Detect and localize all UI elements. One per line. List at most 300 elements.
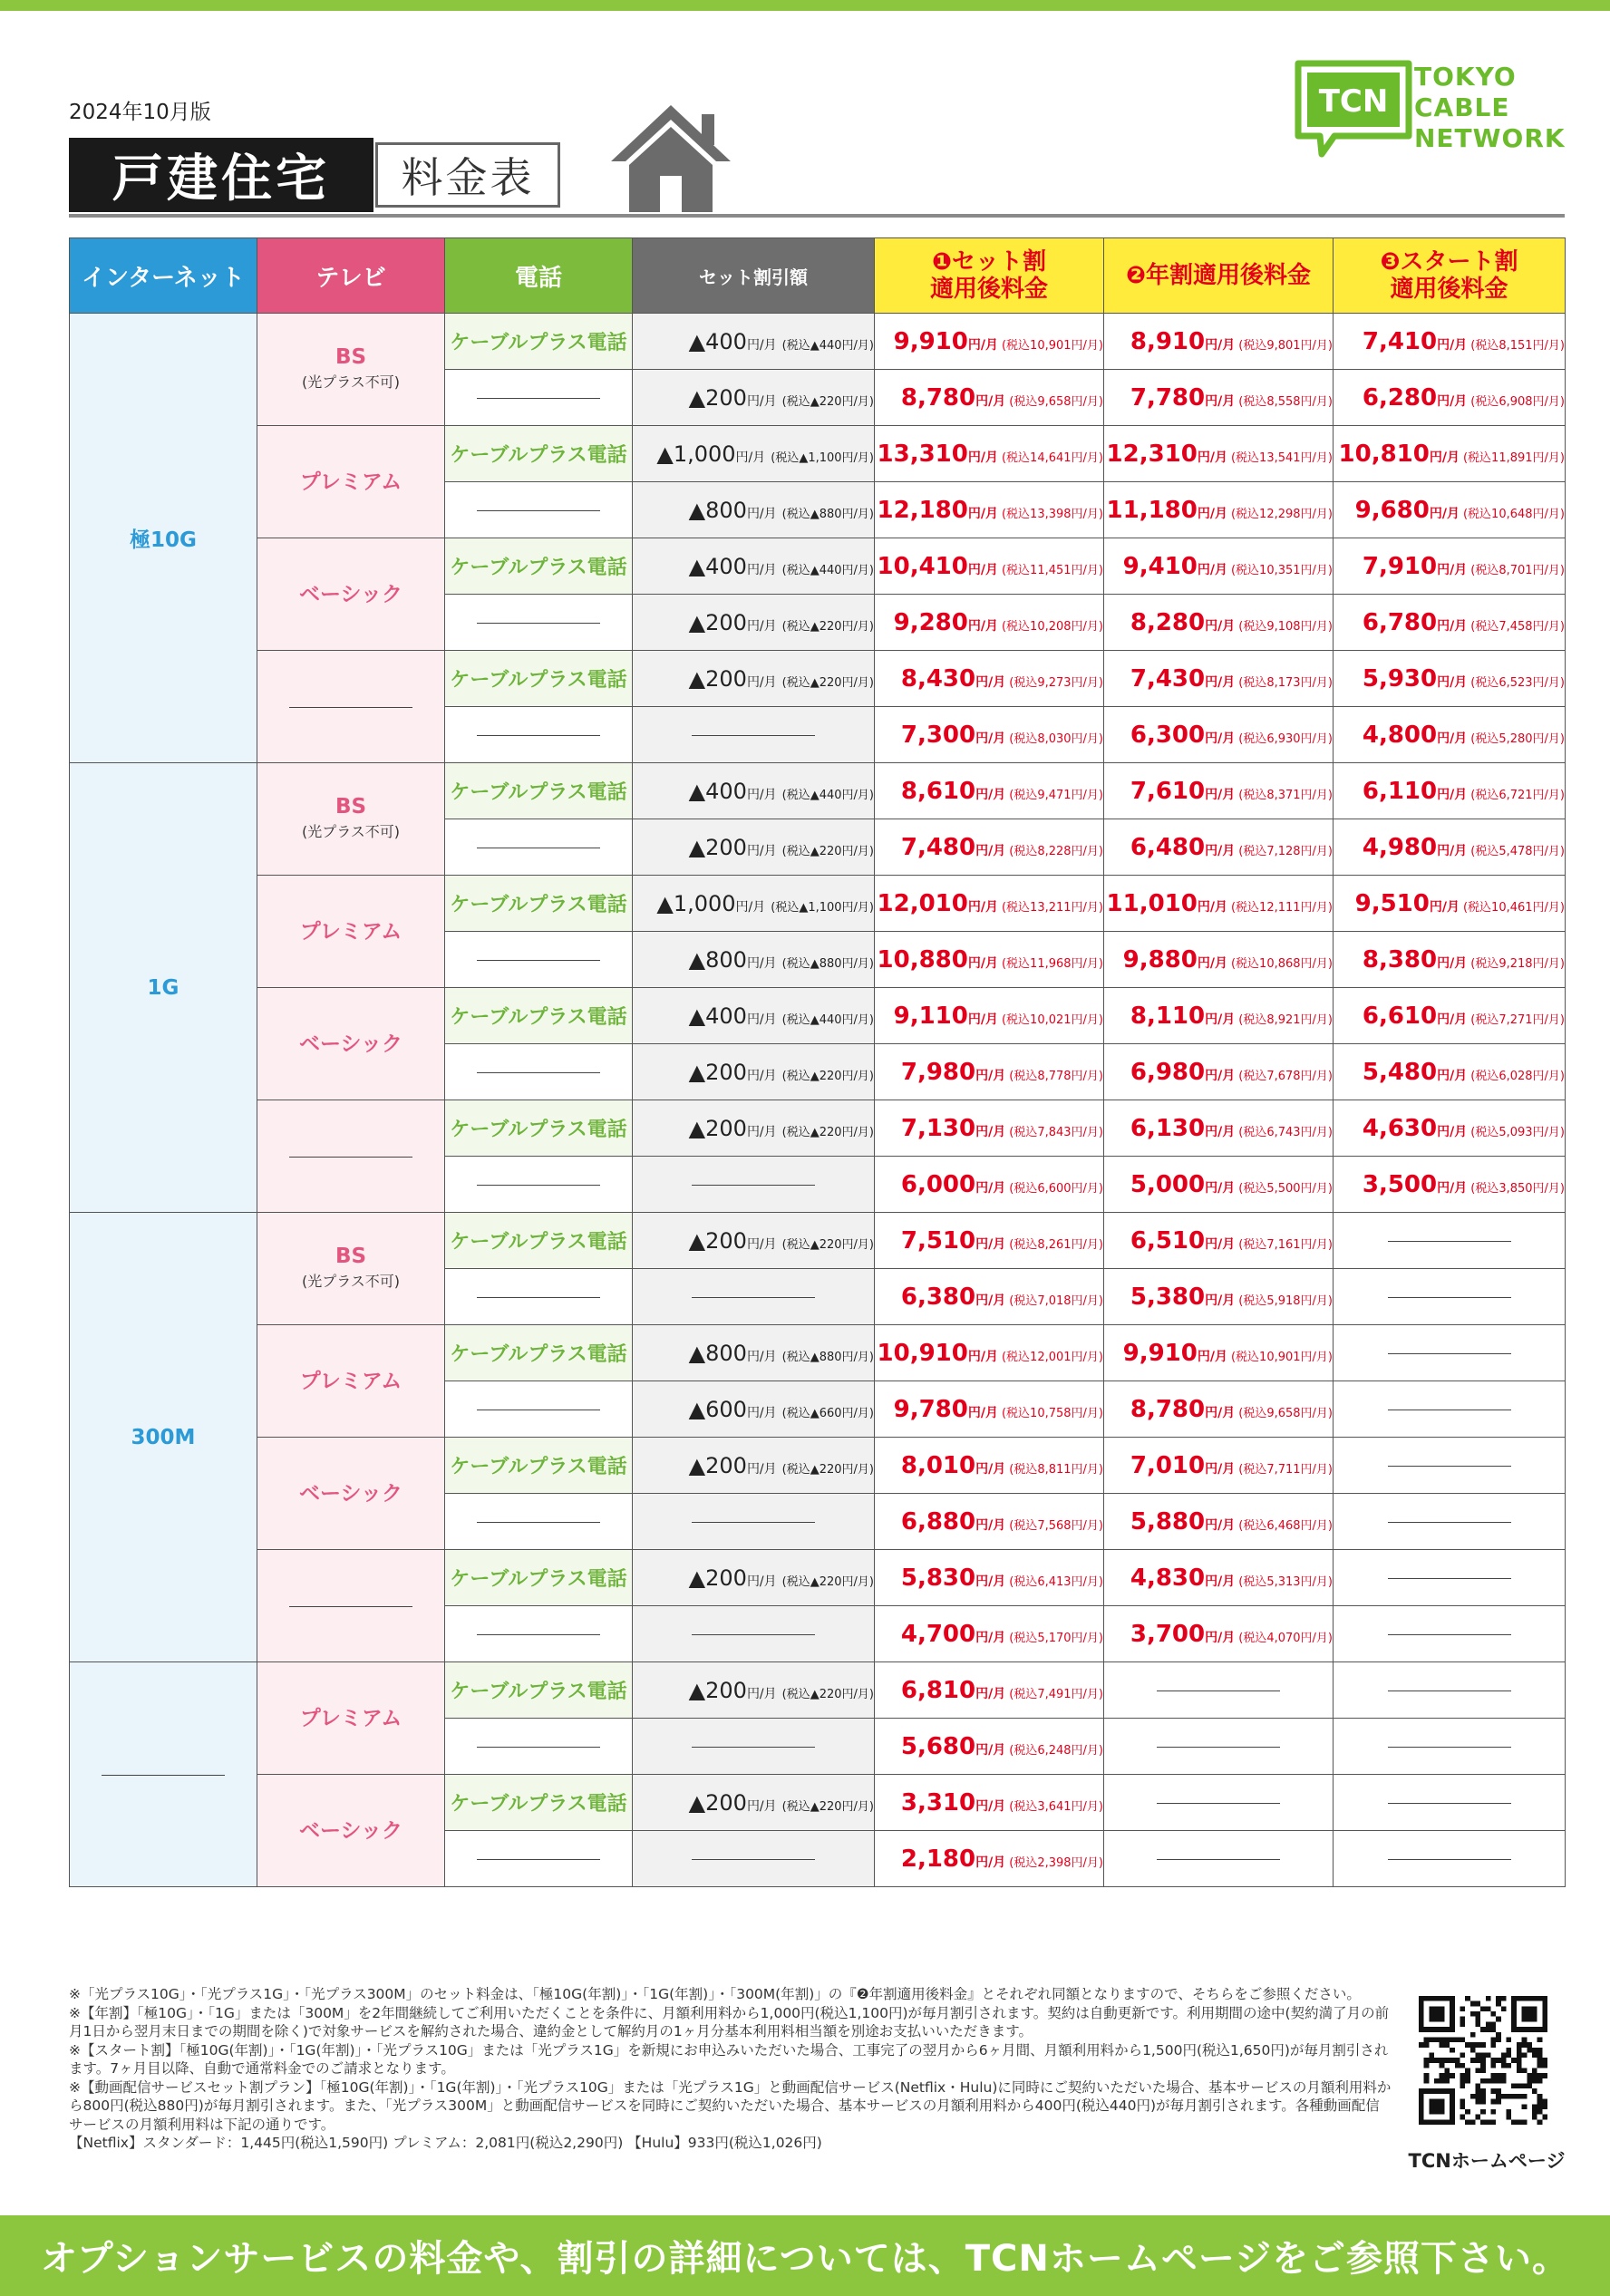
tv-plan-label: ベーシック [298, 1481, 403, 1506]
discount-cell [633, 1719, 875, 1775]
price-cell-p2 [1104, 763, 1334, 819]
price-unit: 円/月 [1205, 337, 1236, 353]
price-amount: 6,000 [900, 1170, 976, 1198]
price-tax: (税込3,641円/月) [1009, 1799, 1103, 1814]
phone-cell [445, 819, 633, 876]
empty-dash [1388, 1522, 1511, 1523]
price-unit: 円/月 [975, 1124, 1006, 1139]
price-tax: (税込9,658円/月) [1238, 1406, 1333, 1420]
price-tax: (税込9,801円/月) [1238, 338, 1333, 353]
price-tax: (税込14,641円/月) [1001, 450, 1103, 465]
edition-label: 2024年10月版 [69, 101, 211, 124]
price-cell-p2 [1104, 1157, 1334, 1213]
discount-cell [633, 370, 875, 426]
discount-tax: (税込▲220円/月) [781, 1574, 874, 1589]
price-amount: 5,930 [1362, 664, 1438, 693]
price-amount: 4,700 [900, 1620, 976, 1648]
discount-cell [633, 595, 875, 651]
price-cell-p1 [875, 1213, 1104, 1269]
empty-dash [289, 1606, 412, 1607]
table-header-row [70, 238, 1566, 314]
price-amount: 6,300 [1130, 721, 1206, 749]
footnotes [69, 1985, 1392, 2153]
footnote: ※【スタート割】「極10G(年割)」・「1G(年割)」・「光プラス10G」または「光プラス1G」を新規にお申込みいただいた場合、工事完了の翌月から6ヶ月間、月額利用料から1,500円(税込1,650円)が毎月割引されます。7ヶ月目以降、自動で通常料金でのご請求となります。 [69, 2041, 1389, 2077]
price-unit: 円/月 [1205, 1405, 1236, 1420]
price-amount: 3,700 [1130, 1620, 1206, 1648]
price-amount: 7,130 [900, 1114, 976, 1142]
price-cell-p1 [875, 1044, 1104, 1100]
price-amount: 7,410 [1362, 327, 1438, 355]
price-cell-p1 [875, 763, 1104, 819]
tv-plan-cell [257, 1325, 445, 1438]
price-cell-p1 [875, 1381, 1104, 1438]
price-tax: (税込9,273円/月) [1009, 675, 1103, 690]
price-tax: (税込7,018円/月) [1009, 1293, 1103, 1308]
price-amount: 5,380 [1130, 1283, 1206, 1311]
price-cell-p2 [1104, 651, 1334, 707]
price-amount: 6,130 [1130, 1114, 1206, 1142]
price-amount: 7,510 [900, 1226, 976, 1255]
price-amount: 6,510 [1130, 1226, 1206, 1255]
empty-dash [477, 510, 600, 511]
price-cell-p3 [1334, 651, 1566, 707]
price-tax: (税込5,478円/月) [1470, 844, 1565, 858]
empty-dash [1157, 1859, 1280, 1860]
logo-line-1: TOKYO [1414, 62, 1517, 92]
discount-unit: 円/月 [746, 1068, 777, 1083]
price-tax: (税込10,021円/月) [1001, 1012, 1103, 1027]
price-cell-p1 [875, 707, 1104, 763]
price-unit: 円/月 [975, 1461, 1006, 1477]
discount-amount: ▲400 [688, 1003, 747, 1029]
discount-unit: 円/月 [746, 1574, 777, 1589]
discount-tax: (税込▲220円/月) [781, 1462, 874, 1477]
tv-plan-label: ベーシック [298, 582, 403, 606]
phone-service-label: ケーブルプラス電話 [450, 332, 627, 354]
price-amount: 10,880 [877, 945, 968, 974]
price-tax: (税込10,758円/月) [1001, 1406, 1103, 1420]
internet-plan-label: 極10G [130, 528, 197, 552]
price-unit: 円/月 [967, 506, 998, 521]
price-unit: 円/月 [967, 450, 998, 465]
phone-service-label: ケーブルプラス電話 [450, 1793, 627, 1816]
price-cell-p2 [1104, 932, 1334, 988]
empty-dash [477, 735, 600, 736]
discount-amount: ▲200 [688, 384, 747, 411]
price-cell-p2 [1104, 1325, 1334, 1381]
empty-dash [1157, 1747, 1280, 1748]
price-cell-p3 [1334, 1269, 1566, 1325]
price-unit: 円/月 [1205, 1630, 1236, 1645]
price-amount: 9,680 [1354, 496, 1430, 524]
header-p3-line2: 適用後料金 [1390, 276, 1508, 303]
price-cell-p3 [1334, 370, 1566, 426]
price-cell-p1 [875, 1438, 1104, 1494]
phone-cell [445, 876, 633, 932]
price-tax: (税込7,568円/月) [1009, 1518, 1103, 1533]
tv-plan-label: ベーシック [298, 1032, 403, 1056]
price-cell-p1 [875, 1494, 1104, 1550]
price-cell-p3 [1334, 819, 1566, 876]
price-unit: 円/月 [1197, 506, 1227, 521]
price-unit: 円/月 [1205, 618, 1236, 634]
price-cell-p3 [1334, 1213, 1566, 1269]
price-cell-p3 [1334, 1100, 1566, 1157]
empty-dash [477, 623, 600, 624]
price-amount: 7,300 [900, 721, 976, 749]
empty-dash [1388, 1353, 1511, 1354]
price-unit: 円/月 [1429, 506, 1460, 521]
page-title: 戸建住宅 [69, 138, 373, 212]
page-subtitle: 料金表 [375, 142, 560, 208]
price-cell-p1 [875, 1269, 1104, 1325]
discount-amount: ▲800 [688, 497, 747, 523]
empty-dash [1388, 1297, 1511, 1298]
price-unit: 円/月 [975, 1236, 1006, 1252]
discount-cell [633, 1550, 875, 1606]
table-row [70, 1438, 1566, 1494]
price-amount: 6,110 [1362, 777, 1438, 805]
footer-message: オプションサービスの料金や、割引の詳細については、TCNホームページをご参照下さい。 [40, 2238, 1570, 2280]
price-unit: 円/月 [1205, 1180, 1236, 1196]
empty-dash [1388, 1466, 1511, 1467]
empty-dash [1388, 1634, 1511, 1635]
price-tax: (税込10,461円/月) [1462, 900, 1565, 915]
price-cell-p3 [1334, 1775, 1566, 1831]
price-cell-p1 [875, 819, 1104, 876]
header-p1-line2: 適用後料金 [929, 276, 1048, 303]
price-amount: 10,410 [877, 552, 968, 580]
price-tax: (税込12,001円/月) [1001, 1350, 1103, 1364]
price-unit: 円/月 [1205, 731, 1236, 746]
price-tax: (税込12,298円/月) [1230, 507, 1333, 521]
price-cell-p2 [1104, 1606, 1334, 1662]
price-amount: 6,780 [1362, 608, 1438, 636]
footnote: ※【動画配信サービスセット割プラン】「極10G(年割)」・「1G(年割)」・「光プラス10G」または「光プラス1G」と動画配信サービス(Netflix・Hulu)に同時にご契約いただいた場合、基本サービスの月額利用料から800円(税込880円)が毎月割引されます。また、「光プラス300M」と動画配信サービスを同時にご契約いただいた場合、基本サービスの月額利用料から400円(税込440円)が毎月割引されます。各種動画配信サービスの月額利用料は下記の通りです。 [69, 2078, 1392, 2133]
empty-dash [477, 1297, 600, 1298]
price-cell-p2 [1104, 1494, 1334, 1550]
price-cell-p2 [1104, 876, 1334, 932]
price-tax: (税込8,371円/月) [1238, 788, 1333, 802]
footer-banner [0, 2215, 1610, 2296]
price-amount: 9,110 [893, 1002, 968, 1030]
price-cell-p1 [875, 1662, 1104, 1719]
price-tax: (税込2,398円/月) [1009, 1855, 1103, 1870]
price-tax: (税込6,600円/月) [1009, 1181, 1103, 1196]
discount-amount: ▲1,000 [656, 890, 736, 916]
price-unit: 円/月 [967, 337, 998, 353]
price-table [69, 237, 1566, 1887]
phone-cell [445, 1157, 633, 1213]
discount-tax: (税込▲1,100円/月) [771, 900, 874, 915]
tv-plan-label: プレミアム [299, 1369, 402, 1393]
table-row [70, 1550, 1566, 1606]
price-unit: 円/月 [1205, 1517, 1236, 1533]
phone-cell [445, 1719, 633, 1775]
phone-cell [445, 1100, 633, 1157]
discount-cell [633, 1044, 875, 1100]
price-unit: 円/月 [975, 1574, 1006, 1589]
price-unit: 円/月 [1205, 674, 1236, 690]
price-cell-p3 [1334, 1044, 1566, 1100]
discount-amount: ▲200 [688, 1059, 747, 1085]
price-cell-p2 [1104, 707, 1334, 763]
discount-amount: ▲600 [688, 1396, 747, 1422]
price-cell-p2 [1104, 1438, 1334, 1494]
empty-dash [692, 1634, 815, 1635]
price-amount: 2,180 [900, 1845, 976, 1873]
discount-tax: (税込▲660円/月) [781, 1406, 874, 1420]
price-cell-p1 [875, 1831, 1104, 1887]
price-amount: 6,810 [900, 1676, 976, 1704]
empty-dash [692, 1297, 815, 1298]
price-unit: 円/月 [1437, 562, 1468, 577]
phone-cell [445, 932, 633, 988]
price-cell-p1 [875, 1100, 1104, 1157]
price-tax: (税込13,541円/月) [1230, 450, 1333, 465]
price-tax: (税込10,901円/月) [1001, 338, 1103, 353]
price-tax: (税込8,811円/月) [1009, 1462, 1103, 1477]
discount-tax: (税込▲220円/月) [781, 675, 874, 690]
logo-mark-text: TCN [1318, 83, 1389, 120]
price-cell-p3 [1334, 314, 1566, 370]
table-row [70, 314, 1566, 370]
price-cell-p2 [1104, 426, 1334, 482]
qr-code-icon[interactable] [1419, 1992, 1547, 2128]
discount-unit: 円/月 [746, 1124, 777, 1139]
tv-plan-cell [257, 1438, 445, 1550]
price-tax: (税込8,173円/月) [1238, 675, 1333, 690]
discount-amount: ▲200 [688, 834, 747, 860]
tv-plan-cell [257, 1775, 445, 1887]
price-unit: 円/月 [1437, 1124, 1468, 1139]
price-unit: 円/月 [1437, 955, 1468, 971]
price-cell-p1 [875, 1325, 1104, 1381]
price-amount: 11,010 [1106, 889, 1198, 917]
price-tax: (税込7,161円/月) [1238, 1237, 1333, 1252]
discount-cell [633, 1100, 875, 1157]
price-amount: 9,910 [893, 327, 968, 355]
price-tax: (税込7,271円/月) [1470, 1012, 1565, 1027]
phone-cell [445, 1550, 633, 1606]
price-amount: 11,180 [1106, 496, 1198, 524]
house-icon [607, 102, 734, 214]
price-amount: 6,480 [1130, 833, 1206, 861]
tv-plan-cell [257, 876, 445, 988]
price-tax: (税込9,218円/月) [1470, 956, 1565, 971]
table-row [70, 426, 1566, 482]
price-cell-p3 [1334, 707, 1566, 763]
discount-cell [633, 1438, 875, 1494]
phone-cell [445, 1325, 633, 1381]
discount-cell [633, 426, 875, 482]
price-tax: (税込7,128円/月) [1238, 844, 1333, 858]
price-cell-p1 [875, 1157, 1104, 1213]
price-tax: (税込7,843円/月) [1009, 1125, 1103, 1139]
price-cell-p1 [875, 988, 1104, 1044]
price-cell-p2 [1104, 988, 1334, 1044]
discount-cell [633, 1157, 875, 1213]
price-amount: 8,380 [1362, 945, 1438, 974]
price-cell-p3 [1334, 1662, 1566, 1719]
phone-cell [445, 538, 633, 595]
price-amount: 7,430 [1130, 664, 1206, 693]
price-amount: 6,880 [900, 1507, 976, 1536]
logo-wordmark [1414, 62, 1566, 154]
tv-plan-note: (光プラス不可) [301, 373, 400, 391]
price-cell-p1 [875, 426, 1104, 482]
price-tax: (税込5,918円/月) [1238, 1293, 1333, 1308]
price-amount: 4,980 [1362, 833, 1438, 861]
price-tax: (税込8,778円/月) [1009, 1069, 1103, 1083]
price-tax: (税込7,491円/月) [1009, 1687, 1103, 1701]
discount-tax: (税込▲220円/月) [781, 1069, 874, 1083]
phone-cell [445, 314, 633, 370]
price-cell-p1 [875, 876, 1104, 932]
price-tax: (税込10,901円/月) [1230, 1350, 1333, 1364]
phone-cell [445, 1269, 633, 1325]
price-unit: 円/月 [1437, 393, 1468, 409]
discount-tax: (税込▲440円/月) [781, 563, 874, 577]
discount-cell [633, 876, 875, 932]
discount-unit: 円/月 [746, 1349, 777, 1364]
price-amount: 3,500 [1362, 1170, 1438, 1198]
price-amount: 7,610 [1130, 777, 1206, 805]
discount-unit: 円/月 [746, 337, 777, 353]
price-tax: (税込8,261円/月) [1009, 1237, 1103, 1252]
discount-unit: 円/月 [746, 674, 777, 690]
price-cell-p2 [1104, 1213, 1334, 1269]
price-cell-p3 [1334, 1438, 1566, 1494]
discount-unit: 円/月 [735, 450, 766, 465]
price-cell-p3 [1334, 988, 1566, 1044]
discount-cell [633, 819, 875, 876]
price-tax: (税込10,351円/月) [1230, 563, 1333, 577]
empty-dash [1388, 1578, 1511, 1579]
price-unit: 円/月 [1205, 1461, 1236, 1477]
price-unit: 円/月 [975, 1798, 1006, 1814]
price-tax: (税込9,108円/月) [1238, 619, 1333, 634]
discount-tax: (税込▲880円/月) [781, 1350, 874, 1364]
price-amount: 12,310 [1106, 440, 1198, 468]
discount-amount: ▲200 [688, 1677, 747, 1703]
price-unit: 円/月 [967, 955, 998, 971]
discount-unit: 円/月 [746, 1798, 777, 1814]
phone-service-label: ケーブルプラス電話 [450, 1456, 627, 1478]
price-cell-p3 [1334, 1325, 1566, 1381]
empty-dash [289, 1157, 412, 1158]
price-cell-p2 [1104, 370, 1334, 426]
price-tax: (税込8,701円/月) [1470, 563, 1565, 577]
price-amount: 5,000 [1130, 1170, 1206, 1198]
discount-unit: 円/月 [746, 1405, 777, 1420]
price-cell-p1 [875, 1775, 1104, 1831]
price-amount: 13,310 [877, 440, 968, 468]
phone-cell [445, 1044, 633, 1100]
phone-service-label: ケーブルプラス電話 [450, 1006, 627, 1029]
discount-tax: (税込▲880円/月) [781, 507, 874, 521]
discount-tax: (税込▲880円/月) [781, 956, 874, 971]
price-amount: 7,910 [1362, 552, 1438, 580]
price-amount: 8,010 [900, 1451, 976, 1479]
price-unit: 円/月 [967, 618, 998, 634]
price-tax: (税込8,921円/月) [1238, 1012, 1333, 1027]
tv-plan-note: (光プラス不可) [301, 1272, 400, 1290]
discount-unit: 円/月 [746, 1236, 777, 1252]
phone-service-label: ケーブルプラス電話 [450, 781, 627, 804]
tv-plan-cell [257, 1100, 445, 1213]
tv-plan-cell [257, 988, 445, 1100]
header-phone: 電話 [445, 238, 633, 314]
discount-cell [633, 1213, 875, 1269]
price-tax: (税込12,111円/月) [1230, 900, 1333, 915]
discount-amount: ▲400 [688, 328, 747, 354]
table-row [70, 876, 1566, 932]
empty-dash [477, 1072, 600, 1073]
tv-plan-label: ベーシック [298, 1818, 403, 1843]
price-amount: 6,380 [900, 1283, 976, 1311]
price-amount: 8,280 [1130, 608, 1206, 636]
header-tv: テレビ [257, 238, 445, 314]
price-cell-p3 [1334, 1157, 1566, 1213]
discount-unit: 円/月 [746, 1461, 777, 1477]
discount-tax: (税込▲220円/月) [781, 844, 874, 858]
price-unit: 円/月 [1437, 337, 1468, 353]
empty-dash [289, 707, 412, 708]
price-amount: 10,810 [1338, 440, 1430, 468]
price-amount: 6,610 [1362, 1002, 1438, 1030]
discount-tax: (税込▲1,100円/月) [771, 450, 874, 465]
price-amount: 4,800 [1362, 721, 1438, 749]
price-unit: 円/月 [1205, 843, 1236, 858]
discount-cell [633, 1775, 875, 1831]
empty-dash [692, 1522, 815, 1523]
discount-tax: (税込▲220円/月) [781, 1125, 874, 1139]
price-cell-p2 [1104, 1775, 1334, 1831]
phone-service-label: ケーブルプラス電話 [450, 894, 627, 916]
price-tax: (税込8,228円/月) [1009, 844, 1103, 858]
header-discount: セット割引額 [633, 238, 875, 314]
tv-plan-cell [257, 1662, 445, 1775]
discount-amount: ▲200 [688, 1789, 747, 1816]
phone-cell [445, 595, 633, 651]
empty-dash [692, 735, 815, 736]
price-unit: 円/月 [1197, 450, 1227, 465]
table-row [70, 538, 1566, 595]
phone-cell [445, 1775, 633, 1831]
price-unit: 円/月 [1205, 393, 1236, 409]
price-amount: 7,480 [900, 833, 976, 861]
table-row [70, 988, 1566, 1044]
price-amount: 3,310 [900, 1788, 976, 1816]
price-unit: 円/月 [1437, 1012, 1468, 1027]
empty-dash [477, 960, 600, 961]
price-cell-p2 [1104, 538, 1334, 595]
phone-cell [445, 482, 633, 538]
discount-tax: (税込▲220円/月) [781, 1799, 874, 1814]
phone-cell [445, 1662, 633, 1719]
price-amount: 5,680 [900, 1732, 976, 1760]
phone-cell [445, 1494, 633, 1550]
price-unit: 円/月 [975, 1180, 1006, 1196]
header-annual-discount-price: ❷年割適用後料金 [1104, 238, 1334, 314]
header-internet: インターネット [70, 238, 257, 314]
price-amount: 5,880 [1130, 1507, 1206, 1536]
price-cell-p3 [1334, 1494, 1566, 1550]
phone-cell [445, 370, 633, 426]
price-tax: (税込9,658円/月) [1009, 394, 1103, 409]
price-tax: (税込6,908円/月) [1470, 394, 1565, 409]
